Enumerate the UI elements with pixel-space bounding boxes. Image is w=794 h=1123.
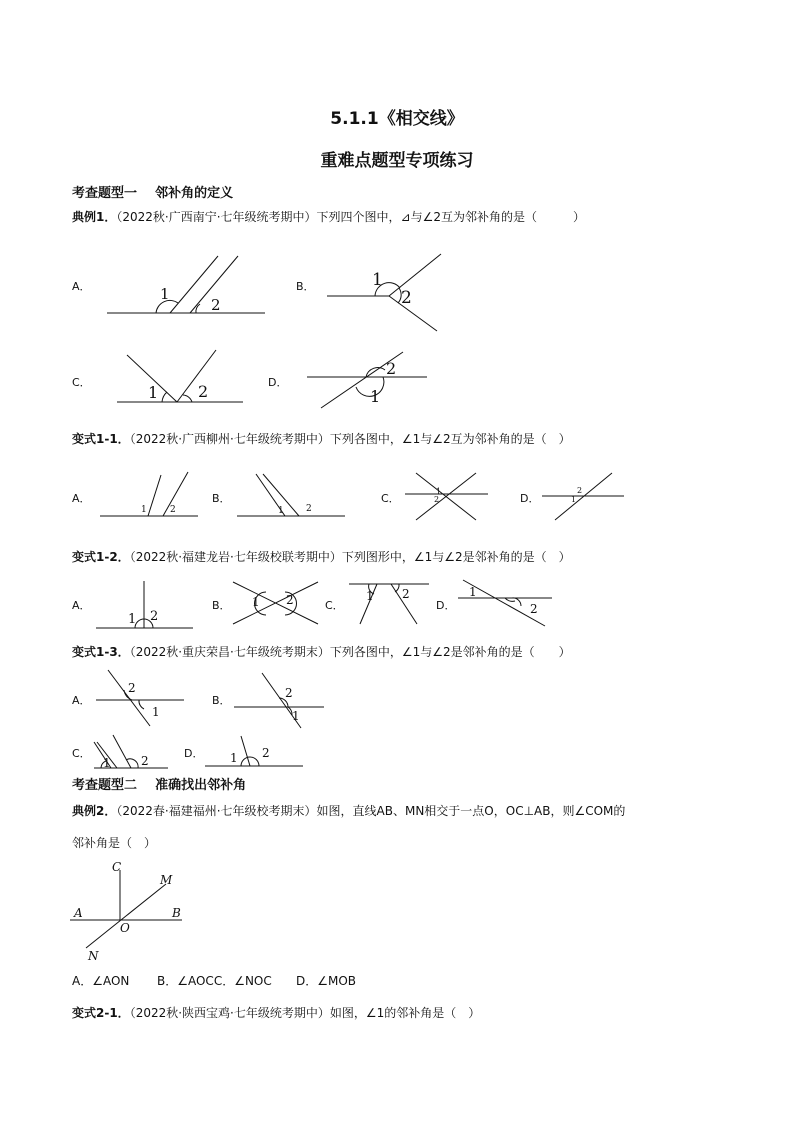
v12-a-angle-1: 1 xyxy=(128,612,137,627)
variant-1-1-tag: 变式1-1． xyxy=(72,432,130,446)
ex1-c-angle-2: 2 xyxy=(198,382,209,401)
v13-c-angle-2: 2 xyxy=(141,754,149,768)
v12-b-angle-2: 2 xyxy=(286,593,294,607)
variant-1-1-question xyxy=(72,430,571,447)
ex2-answer-d: D．∠MOB xyxy=(296,974,357,988)
v11-d-angle-1: 1 xyxy=(571,495,577,504)
v13-option-a-label: A． xyxy=(72,694,91,707)
variant-2-1-tag: 变式2-1． xyxy=(72,1006,130,1020)
v13-b-angle-1: 1 xyxy=(292,709,300,723)
ex1-option-a-label: A． xyxy=(72,280,91,293)
ex2-answer-a: A．∠AON xyxy=(72,974,130,988)
v13-a-angle-2: 2 xyxy=(128,681,136,695)
example-1-text: （2022秋·广西南宁·七年级统考期中）下列四个图中，⊿与∠2互为邻补角的是（ ） xyxy=(116,210,585,224)
variant-2-1-question xyxy=(72,1004,480,1021)
ex1-c-angle-1: 1 xyxy=(148,383,159,402)
v13-c-angle-1: 1 xyxy=(103,756,111,770)
ex2-label-b: B xyxy=(172,906,181,920)
v12-option-d-label: D． xyxy=(436,599,456,612)
ex1-d-angle-2: 2 xyxy=(386,359,397,378)
section-1-name: 邻补角的定义 xyxy=(155,186,234,201)
example-2-question-line-2: 邻补角是（ ） xyxy=(72,836,157,850)
variant-1-3-question xyxy=(72,643,571,660)
example-2-text: （2022春·福建福州·七年级校考期末）如图，直线AB、MN相交于一点O，OC⊥AB，则∠COM的 xyxy=(116,804,626,818)
v11-option-d-label: D． xyxy=(520,492,540,505)
v11-a-angle-2: 2 xyxy=(170,505,176,515)
ex2-label-a: A xyxy=(74,906,83,920)
ex2-label-o: O xyxy=(120,921,130,935)
variant-1-3-text: （2022秋·重庆荣昌·七年级统考期末）下列各图中，∠1与∠2是邻补角的是（ ） xyxy=(129,645,571,659)
section-1-label: 考查题型一 xyxy=(72,186,138,201)
ex1-b-angle-1: 1 xyxy=(372,270,383,290)
ex1-a-angle-2: 2 xyxy=(211,296,221,314)
v13-option-c-label: C． xyxy=(72,747,91,760)
section-2-name: 准确找出邻补角 xyxy=(155,778,247,793)
v13-a-angle-1: 1 xyxy=(152,705,160,719)
v11-option-a-label: A． xyxy=(72,492,91,505)
v12-c-angle-1: 1 xyxy=(366,589,374,603)
v11-c-angle-2: 2 xyxy=(434,495,440,504)
ex1-b-angle-2: 2 xyxy=(401,288,412,308)
v12-c-angle-2: 2 xyxy=(402,587,410,601)
v12-option-b-label: B． xyxy=(212,599,231,612)
example-1-tag: 典例1． xyxy=(72,210,117,224)
ex2-label-m: M xyxy=(160,873,173,887)
v12-option-a-label: A． xyxy=(72,599,91,612)
section-2-heading xyxy=(72,774,246,793)
variant-1-2-text: （2022秋·福建龙岩·七年级校联考期中）下列图形中，∠1与∠2是邻补角的是（ ） xyxy=(129,550,571,564)
v11-b-angle-2: 2 xyxy=(306,504,312,514)
section-2-label: 考查题型二 xyxy=(72,778,138,793)
v12-d-angle-2: 2 xyxy=(530,602,538,616)
ex1-option-b-label: B． xyxy=(296,280,315,293)
v12-d-angle-1: 1 xyxy=(469,585,477,599)
variant-2-1-text: （2022秋·陕西宝鸡·七年级统考期中）如图，∠1的邻补角是（ ） xyxy=(129,1006,481,1020)
v13-option-b-label: B． xyxy=(212,694,231,707)
ex1-a-angle-1: 1 xyxy=(160,285,170,303)
document-title: 5.1.1《相交线》 xyxy=(330,109,464,129)
variant-1-2-tag: 变式1-2． xyxy=(72,550,130,564)
v11-c-angle-1: 1 xyxy=(436,487,442,496)
ex1-d-angle-1: 1 xyxy=(370,387,381,406)
variant-1-1-text: （2022秋·广西柳州·七年级统考期中）下列各图中，∠1与∠2互为邻补角的是（ ） xyxy=(129,432,571,446)
example-2-question xyxy=(72,802,625,819)
ex1-option-c-label: C． xyxy=(72,376,91,389)
v13-d-angle-2: 2 xyxy=(262,746,270,760)
document-subtitle: 重难点题型专项练习 xyxy=(320,151,474,171)
v13-d-angle-1: 1 xyxy=(230,751,238,765)
v13-b-angle-2: 2 xyxy=(285,686,293,700)
example-2-tag: 典例2． xyxy=(72,804,117,818)
v11-b-angle-1: 1 xyxy=(278,506,284,516)
v11-d-angle-2: 2 xyxy=(577,486,583,495)
v11-a-angle-1: 1 xyxy=(141,505,147,515)
variant-1-2-question xyxy=(72,548,571,565)
ex2-label-c: C xyxy=(112,860,122,874)
variant-1-3-tag: 变式1-3． xyxy=(72,645,130,659)
v11-option-b-label: B． xyxy=(212,492,231,505)
v13-option-d-label: D． xyxy=(184,747,204,760)
v12-b-angle-1: 1 xyxy=(252,595,260,609)
ex1-option-d-label: D． xyxy=(268,376,288,389)
v12-a-angle-2: 2 xyxy=(150,609,159,624)
v11-option-c-label: C． xyxy=(381,492,400,505)
ex2-label-n: N xyxy=(88,949,99,963)
ex2-answer-bc: B．∠AOCC．∠NOC xyxy=(157,974,272,988)
example-1-question xyxy=(72,208,585,225)
section-1-heading xyxy=(72,182,233,201)
v12-option-c-label: C． xyxy=(325,599,344,612)
